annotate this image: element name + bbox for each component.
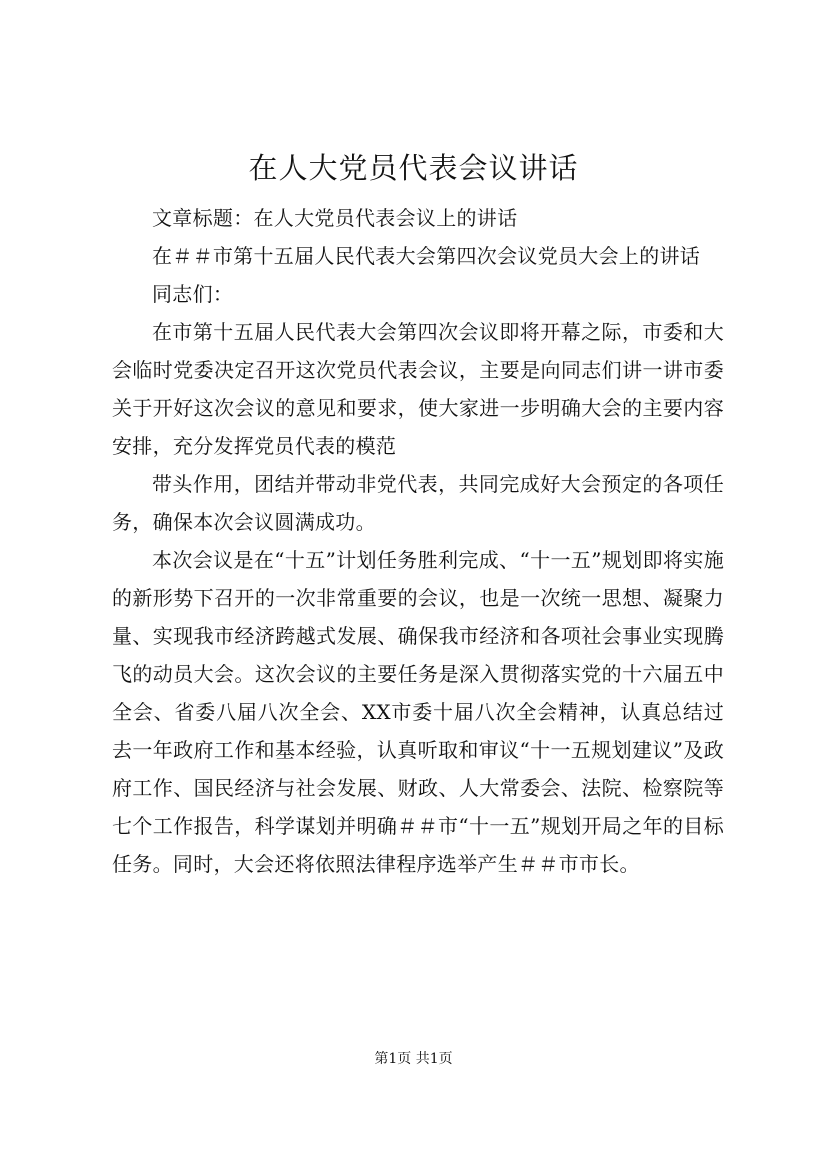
paragraph-opening-continued: 带头作用，团结并带动非党代表，共同完成好大会预定的各项任务，确保本次会议圆满成功。 <box>112 472 724 534</box>
paragraph-opening: 在市第十五届人民代表大会第四次会议即将开幕之际，市委和大会临时党委决定召开这次党员代表会议，主要是向同志们讲一讲市委关于开好这次会议的意见和要求，使大家进一步明确大会的主要内容安排，充分发挥党员代表的模范 <box>112 320 724 458</box>
document-body <box>112 199 724 883</box>
paragraph-meeting-tasks: 本次会议是在“十五”计划任务胜利完成、“十一五”规划即将实施的新形势下召开的一次非常重要的会议，也是一次统一思想、凝聚力量、实现我市经济跨越式发展、确保我市经济和各项社会事业实现腾飞的动员大会。这次会议的主要任务是深入贯彻落实党的十六届五中全会、省委八届八次全会、XX市委十届八次全会精神，认真总结过去一年政府工作和基本经验，认真听取和审议“十一五规划建议”及政府工作、国民经济与社会发展、财政、人大常委会、法院、检察院等七个工作报告，科学谋划并明确＃＃市“十一五”规划开局之年的目标任务。同时，大会还将依照法律程序选举产生＃＃市市长。 <box>112 548 724 876</box>
paragraph-salutation: 同志们： <box>152 282 234 306</box>
paragraph-speech-heading: 在＃＃市第十五届人民代表大会第四次会议党员大会上的讲话 <box>152 244 701 268</box>
page-footer: 第1页 共1页 <box>374 1051 453 1067</box>
document-title: 在人大党员代表会议讲话 <box>248 151 579 185</box>
paragraph-article-title: 文章标题：在人大党员代表会议上的讲话 <box>152 206 518 230</box>
